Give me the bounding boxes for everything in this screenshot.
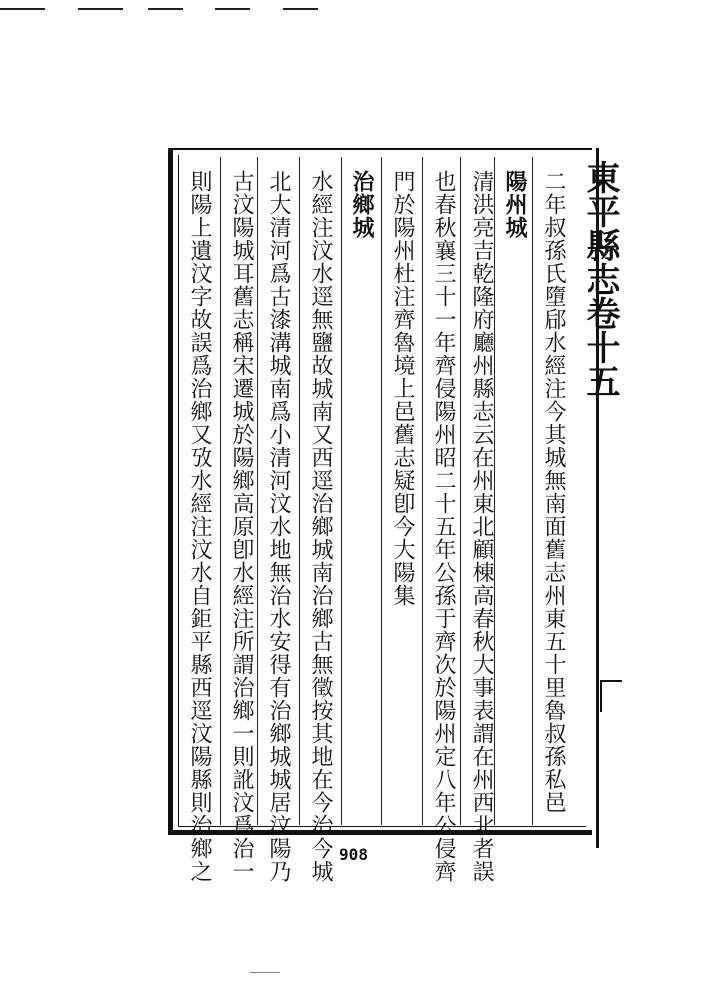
top-rule-3 [148, 8, 183, 10]
column-rule [422, 157, 423, 825]
top-rule-4 [215, 8, 250, 10]
top-rule-5 [283, 8, 318, 10]
column-rule [460, 157, 461, 825]
bottom-mark [250, 972, 280, 973]
text-column: 古汶陽城耳舊志稱宋遷城於陽鄉高原卽水經注所謂治鄉一則訛汶爲治一 [229, 170, 254, 883]
text-column: 門於陽州杜注齊魯境上邑舊志疑卽今大陽集 [390, 170, 415, 607]
top-rule-1 [0, 8, 45, 10]
book-header-title: 東平縣志卷十五 [580, 160, 620, 398]
text-column: 則陽上遺汶字故誤爲治鄉又攷水經注汶水自鉅平縣西逕汶陽縣則治鄉之 [187, 170, 212, 883]
column-rule [381, 157, 382, 825]
page-number: 908 [339, 845, 368, 864]
column-rule [532, 157, 533, 825]
column-rule [299, 157, 300, 825]
column-rule [341, 157, 342, 825]
margin-mark [600, 680, 622, 712]
text-column: 北大清河爲古漆溝城南爲小清河汶水地無治水安得有治鄉城城居汶陽乃 [266, 170, 291, 883]
text-column: 水經注汶水逕無鹽故城南又西逕治鄉城南治鄉古無徵按其地在今治今城 [308, 170, 333, 883]
text-column: 也春秋襄三十一年齊侵陽州昭二十五年公孫于齊次於陽州定八年公侵齊 [431, 170, 456, 883]
top-rule-2 [78, 8, 123, 10]
column-rule [220, 157, 221, 825]
section-heading: 治鄉城 [349, 170, 375, 239]
text-column: 清洪亮吉乾隆府廳州縣志云在州東北顧棟高春秋大事表謂在州西北者誤 [469, 170, 494, 883]
section-heading: 陽州城 [502, 170, 528, 239]
text-column: 二年叔孫氏墮郈水經注今其城無南面舊志州東五十里魯叔孫私邑 [541, 170, 566, 814]
